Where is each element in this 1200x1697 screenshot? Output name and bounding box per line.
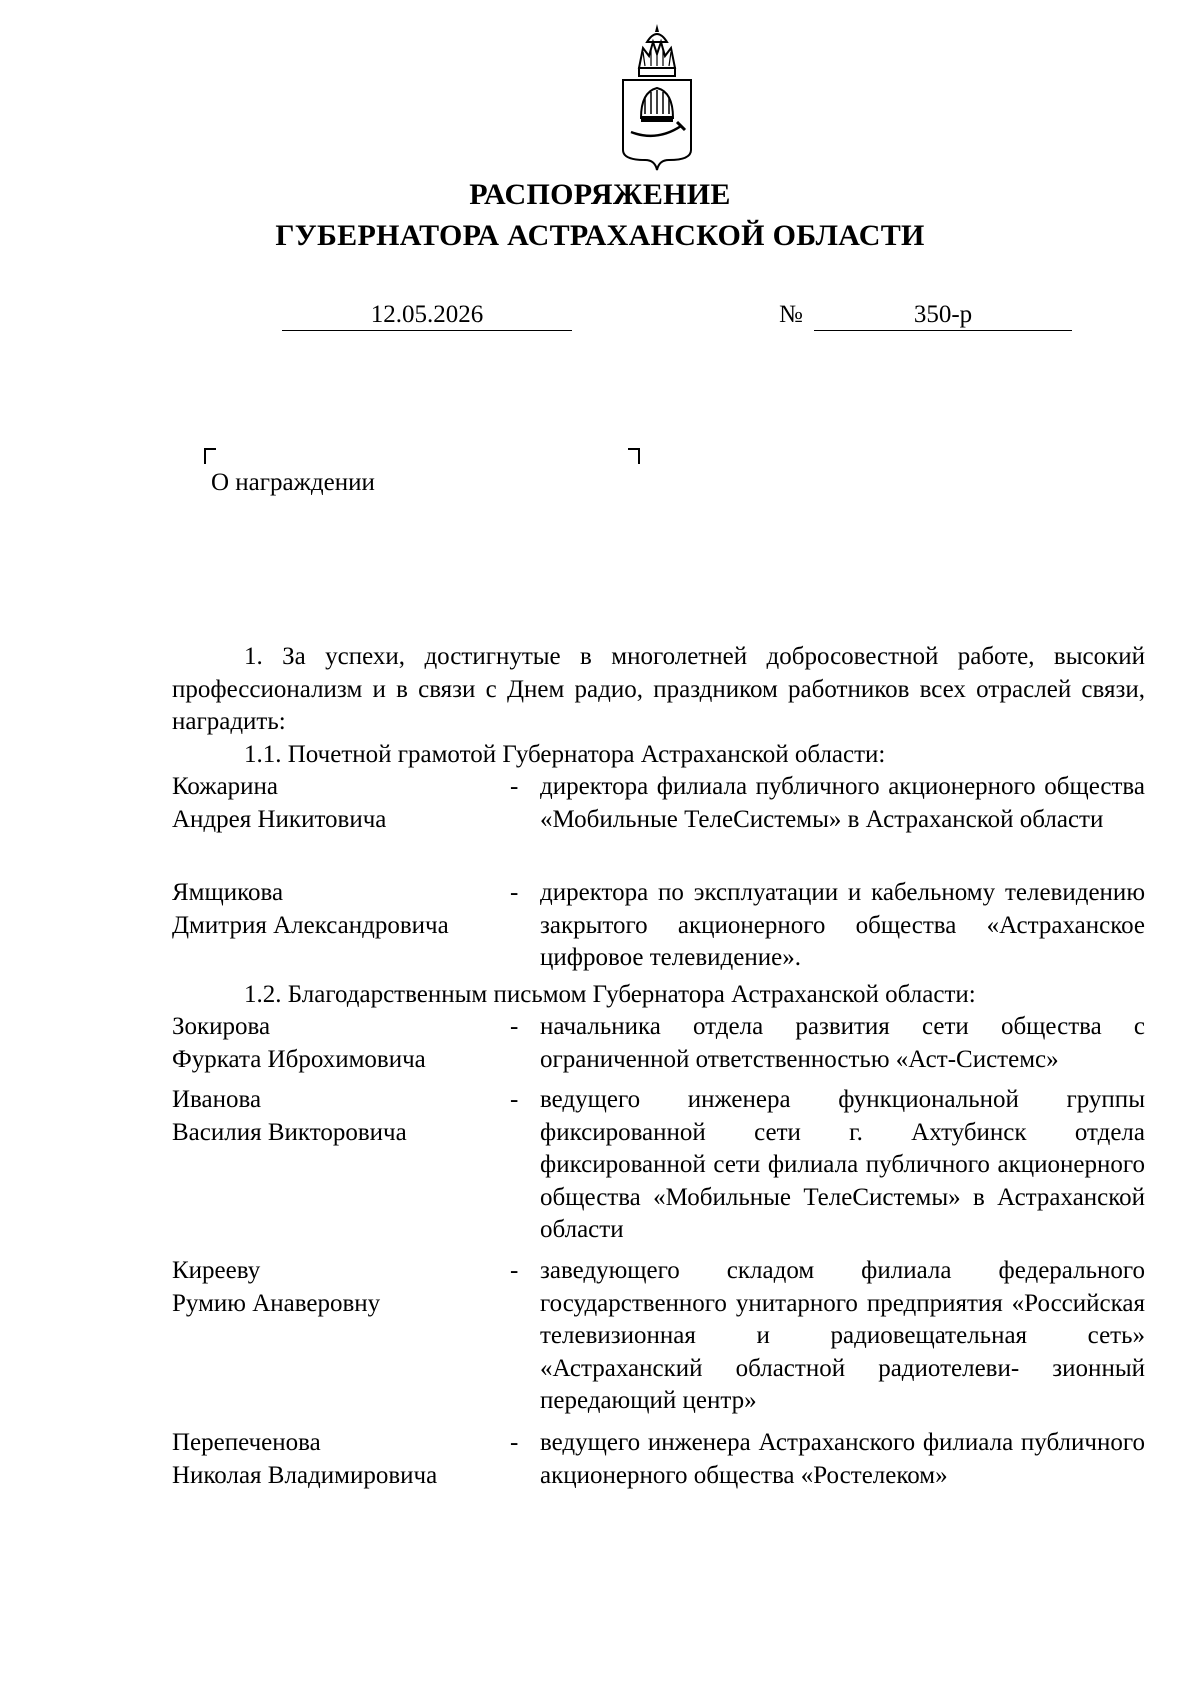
awardee-surname: Ямщикова (172, 879, 284, 906)
awardee-position: директора филиала публичного акционерного общества «Мобильные ТелеСистемы» в Астраханской области (540, 773, 1145, 833)
awardee-given-name: Андрея Никитовича (172, 805, 387, 833)
document-type-title: РАСПОРЯЖЕНИЕ (469, 178, 731, 211)
awardee-position: ведущего инженера Астраханского филиала публичного акционерного общества «Ростелеком» (540, 1429, 1145, 1489)
awardee-name (172, 1011, 492, 1076)
entry-dash: - (510, 1257, 519, 1284)
awardee-position: начальника отдела развития сети общества с ограниченной ответственностью «Аст-Системс» (540, 1013, 1145, 1073)
awardee-given-name: Фурката Иброхимовича (172, 1045, 426, 1073)
entry-dash: - (510, 1013, 519, 1040)
subject-bracket-left (204, 448, 216, 464)
awardee-name (172, 771, 492, 836)
entry-dash: - (510, 773, 519, 800)
section-1-2-heading: 1.2. Благодарственным письмом Губернатора Астраханской области: (244, 981, 976, 1008)
astrakhan-coat-of-arms-icon (617, 22, 697, 172)
issuer-title: ГУБЕРНАТОРА АСТРАХАНСКОЙ ОБЛАСТИ (275, 219, 925, 252)
awardee-given-name: Василия Викторовича (172, 1118, 407, 1146)
entry-dash: - (510, 1086, 519, 1113)
awardee-name (172, 877, 492, 942)
paragraph-1: 1. За успехи, достигнутые в многолетней добросовестной работе, высокий профессионализм и в связи с Днем радио, праздником работников всех отраслей связи, наградить: (172, 643, 1145, 735)
section-1-1-heading: 1.1. Почетной грамотой Губернатора Астраханской области: (244, 741, 886, 768)
awardee-surname: Кожарина (172, 773, 279, 800)
awardee-name (172, 1084, 492, 1149)
awardee-given-name: Румию Анаверовну (172, 1289, 381, 1317)
awardee-surname: Перепеченова (172, 1429, 321, 1456)
entry-dash: - (510, 1429, 519, 1456)
awardee-given-name: Николая Владимировича (172, 1461, 438, 1489)
document-subject: О награждении (211, 469, 375, 496)
entry-dash: - (510, 879, 519, 906)
number-sign: № (779, 301, 803, 328)
awardee-surname: Кирееву (172, 1257, 261, 1284)
awardee-surname: Иванова (172, 1086, 262, 1113)
awardee-position: директора по эксплуатации и кабельному телевидению закрытого акционерного общества «Астраханское цифровое телевидение». (540, 879, 1145, 971)
document-date: 12.05.2026 (282, 300, 572, 331)
awardee-name (172, 1427, 492, 1492)
awardee-position: ведущего инженера функциональной группы фиксированной сети г. Ахтубинск отдела фиксированной сети филиала публичного акционерного общества «Мобильные ТелеСистемы» в Астраханской области (540, 1086, 1145, 1243)
awardee-name (172, 1255, 492, 1320)
subject-bracket-right (628, 448, 640, 464)
awardee-given-name: Дмитрия Александровича (172, 911, 449, 939)
document-number: 350-р (814, 300, 1072, 331)
awardee-surname: Зокирова (172, 1013, 271, 1040)
awardee-position: заведующего складом филиала федерального государственного унитарного предприятия «Российская телевизионная и радиовещательная сеть» «Астраханский областной радиотелеви- зионный передающий центр» (540, 1257, 1145, 1414)
